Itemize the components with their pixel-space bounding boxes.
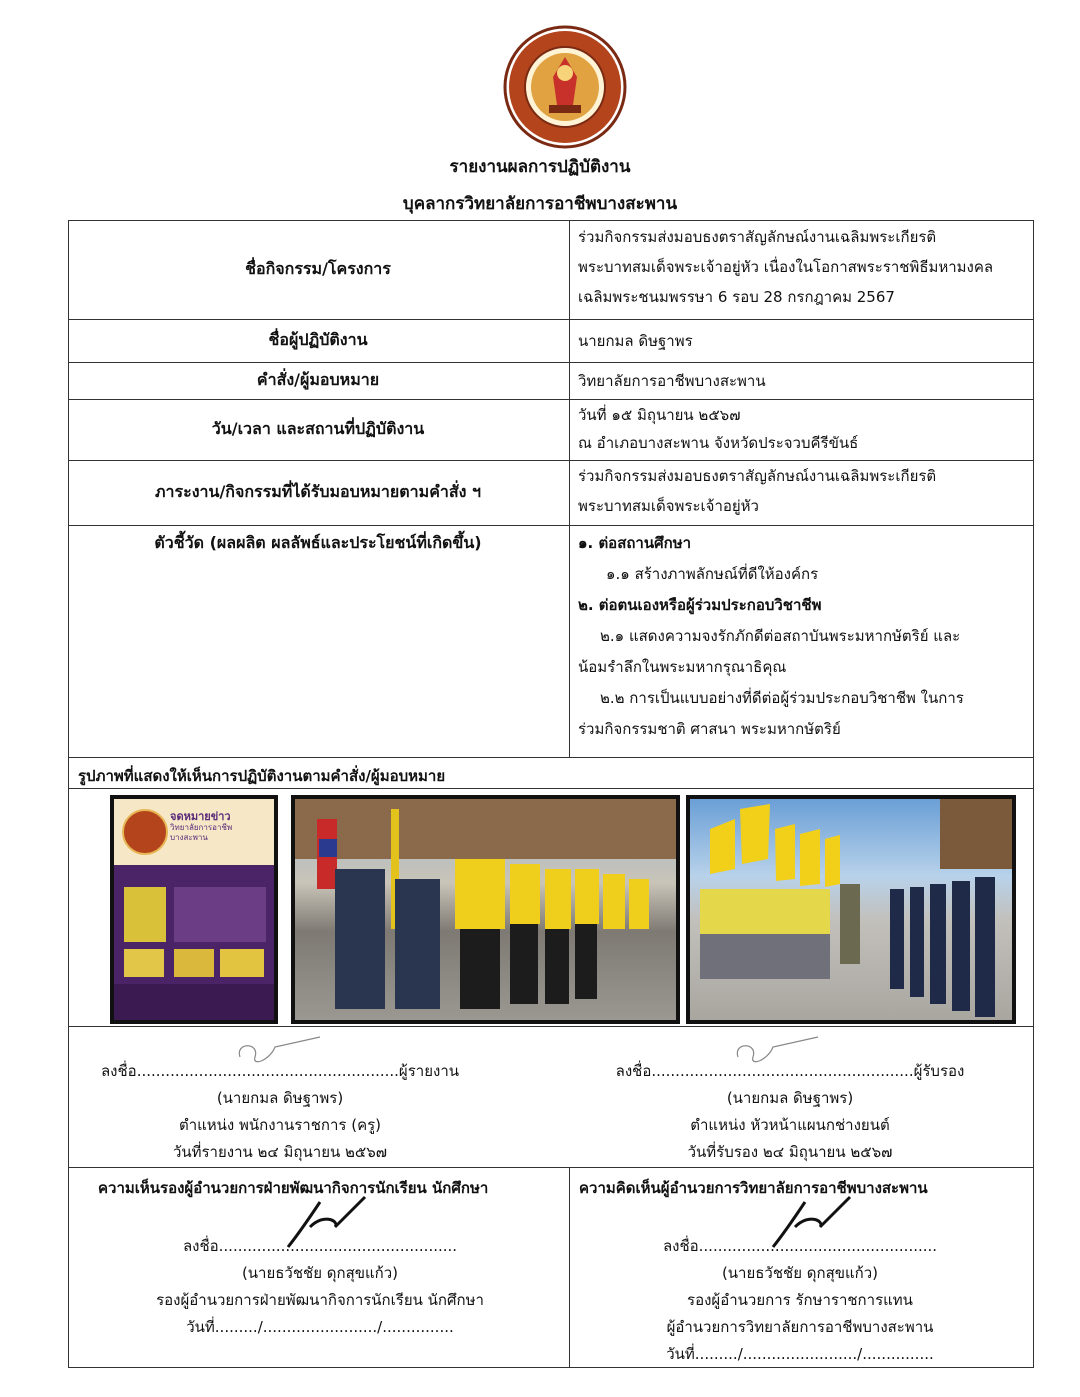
indicator-label: ตัวชี้วัด (ผลผลิต ผลลัพธ์และประโยชน์ที่เกิดขึ้น) <box>154 532 482 552</box>
certifier-name: (นายกมล ดิษฐาพร) <box>726 1089 854 1107</box>
deputy-name: (นายธวัชชัย ดุกสุขแก้ว) <box>241 1264 399 1282</box>
reporter-position: ตำแหน่ง พนักงานราชการ (ครู) <box>178 1116 382 1134</box>
reporter-date: วันที่รายงาน ๒๔ มิถุนายน ๒๕๖๗ <box>172 1143 388 1161</box>
reporter-sign-line: ลงชื่อ.......................................................ผู้รายงาน <box>100 1062 459 1080</box>
deputy-position: รองผู้อำนวยการฝ่ายพัฒนากิจการนักเรียน นักศึกษา <box>156 1291 484 1309</box>
reporter-signature-scribble <box>230 1032 330 1072</box>
certifier-sign-line: ลงชื่อ.......................................................ผู้รับรอง <box>615 1062 965 1080</box>
certifier-signature-block <box>590 1058 990 1166</box>
page-subtitle: บุคลากรวิทยาลัยการอาชีพบางสะพาน <box>402 194 678 214</box>
newsletter-poster <box>110 795 278 1024</box>
poster-college: วิทยาลัยการอาชีพบางสะพาน <box>170 823 233 842</box>
director-position-2: ผู้อำนวยการวิทยาลัยการอาชีพบางสะพาน <box>666 1318 934 1336</box>
task-label: ภาระงาน/กิจกรรมที่ได้รับมอบหมายตามคำสั่ง ฯ <box>154 482 482 501</box>
activity-photo-2 <box>686 795 1016 1024</box>
poster-heading: จดหมายข่าว <box>170 810 231 823</box>
poster-seal-icon <box>122 809 168 855</box>
indicator-list: ๑. ต่อสถานศึกษา ๑.๑ สร้างภาพลักษณ์ที่ดีให้องค์กร ๒. ต่อตนเองหรือผู้ร่วมประกอบวิชาชีพ ๒.๑ แสดงความจงรักภักดีต่อสถาบันพระมหากษัตริย์ และ น้อมรำลึกในพระมหากรุณาธิคุณ ๒.๒ การเป็นแบบอย่างที่ดีต่อผู้ร่วมประกอบวิชาชีพ ในการ ร่วมกิจกรรมชาติ ศาสนา พระมหากษัตริย์ <box>578 534 964 738</box>
performer-value: นายกมล ดิษฐาพร <box>578 332 693 350</box>
deputy-signature-scribble <box>280 1192 370 1252</box>
activity-value: ร่วมกิจกรรมส่งมอบธงตราสัญลักษณ์งานเฉลิมพระเกียรติ พระบาทสมเด็จพระเจ้าอยู่หัว เนื่องในโอกาสพระราชพิธีมหามงคล เฉลิมพระชนมพรรษา 6 รอบ 28 กรกฎาคม 2567 <box>578 228 994 306</box>
reporter-name: (นายกมล ดิษฐาพร) <box>216 1089 344 1107</box>
deputy-sign-line: ลงชื่อ.................................................. <box>182 1237 458 1255</box>
deputy-opinion-heading: ความเห็นรองผู้อำนวยการฝ่ายพัฒนากิจการนักเรียน นักศึกษา <box>98 1179 489 1197</box>
task-value: ร่วมกิจกรรมส่งมอบธงตราสัญลักษณ์งานเฉลิมพระเกียรติ พระบาทสมเด็จพระเจ้าอยู่หัว <box>578 467 937 515</box>
performer-label: ชื่อผู้ปฏิบัติงาน <box>268 330 368 349</box>
director-opinion-heading: ความคิดเห็นผู้อำนวยการวิทยาลัยการอาชีพบางสะพาน <box>579 1179 928 1197</box>
director-date: วันที่........./......................../............... <box>666 1345 934 1363</box>
deputy-date: วันที่........./......................../............... <box>186 1318 454 1336</box>
director-name: (นายธวัชชัย ดุกสุขแก้ว) <box>721 1264 879 1282</box>
director-sign-line: ลงชื่อ.................................................. <box>662 1237 938 1255</box>
datetime-value: วันที่ ๑๕ มิถุนายน ๒๕๖๗ ณ อำเภอบางสะพาน จังหวัดประจวบคีรีขันธ์ <box>578 406 859 452</box>
order-value: วิทยาลัยการอาชีพบางสะพาน <box>578 372 766 390</box>
activity-photo-1 <box>291 795 680 1024</box>
page-title: รายงานผลการปฏิบัติงาน <box>449 157 631 177</box>
activity-label: ชื่อกิจกรรม/โครงการ <box>245 259 391 278</box>
certifier-date: วันที่รับรอง ๒๔ มิถุนายน ๒๕๖๗ <box>687 1143 893 1161</box>
order-label: คำสั่ง/ผู้มอบหมาย <box>256 370 380 389</box>
certifier-signature-scribble <box>728 1032 828 1072</box>
director-signature-block <box>590 1233 1010 1368</box>
director-position-1: รองผู้อำนวยการ รักษาราชการแทน <box>687 1291 913 1309</box>
reporter-signature-block <box>80 1058 480 1166</box>
certifier-position: ตำแหน่ง หัวหน้าแผนกช่างยนต์ <box>690 1116 890 1134</box>
college-seal <box>503 25 627 149</box>
director-signature-scribble <box>765 1192 855 1252</box>
datetime-label: วัน/เวลา และสถานที่ปฏิบัติงาน <box>211 419 425 438</box>
photos-label: รูปภาพที่แสดงให้เห็นการปฏิบัติงานตามคำสั่ง/ผู้มอบหมาย <box>78 767 446 785</box>
